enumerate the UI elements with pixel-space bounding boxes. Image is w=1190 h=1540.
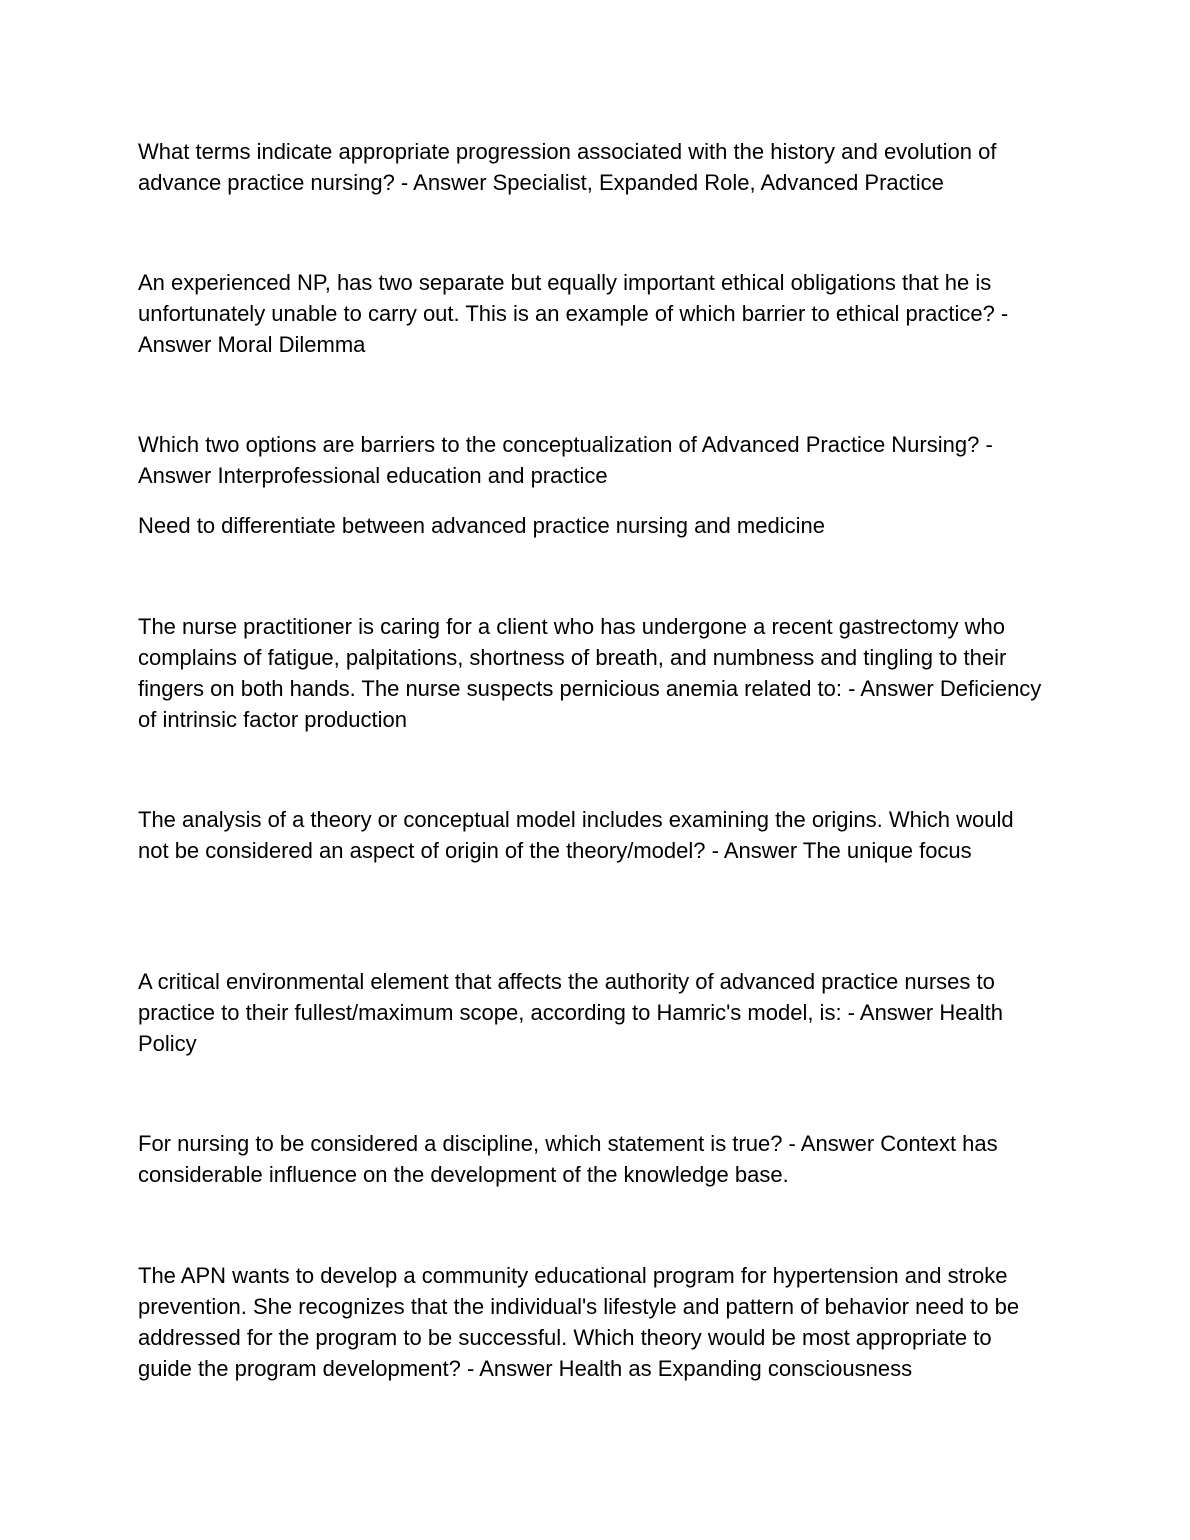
qa-paragraph-1: What terms indicate appropriate progression associated with the history and evolution of advance practice nursing? - Answer Specialist, Expanded Role, Advanced Practice — [138, 139, 997, 195]
qa-paragraph-9: The APN wants to develop a community educational program for hypertension and stroke prevention. She recognizes that the individual's lifestyle and pattern of behavior need to be addressed for the program to be successful. Which theory would be most appropriate to guide the program development? - Answer Health as Expanding consciousness — [138, 1263, 1020, 1381]
qa-paragraph-7: A critical environmental element that affects the authority of advanced practice nurses to practice to their fullest/maximum scope, according to Hamric's model, is: - Answer Health Policy — [138, 969, 1003, 1056]
qa-paragraph-3: Which two options are barriers to the conceptualization of Advanced Practice Nursing? - Answer Interprofessional education and practice — [138, 432, 993, 488]
qa-paragraph-5: The nurse practitioner is caring for a client who has undergone a recent gastrectomy who complains of fatigue, palpitations, shortness of breath, and numbness and tingling to their fingers on both hands. The nurse suspects pernicious anemia related to: - Answer Deficiency of intrinsic factor production — [138, 614, 1042, 732]
qa-paragraph-2: An experienced NP, has two separate but equally important ethical obligations that he is unfortunately unable to carry out. This is an example of which barrier to ethical practice? - Answer Moral Dilemma — [138, 270, 1009, 357]
qa-paragraph-8: For nursing to be considered a discipline, which statement is true? - Answer Context has considerable influence on the development of the knowledge base. — [138, 1131, 998, 1187]
qa-paragraph-4: Need to differentiate between advanced practice nursing and medicine — [138, 513, 825, 538]
qa-paragraph-6: The analysis of a theory or conceptual model includes examining the origins. Which would not be considered an aspect of origin of the theory/model? - Answer The unique focus — [138, 807, 1014, 863]
